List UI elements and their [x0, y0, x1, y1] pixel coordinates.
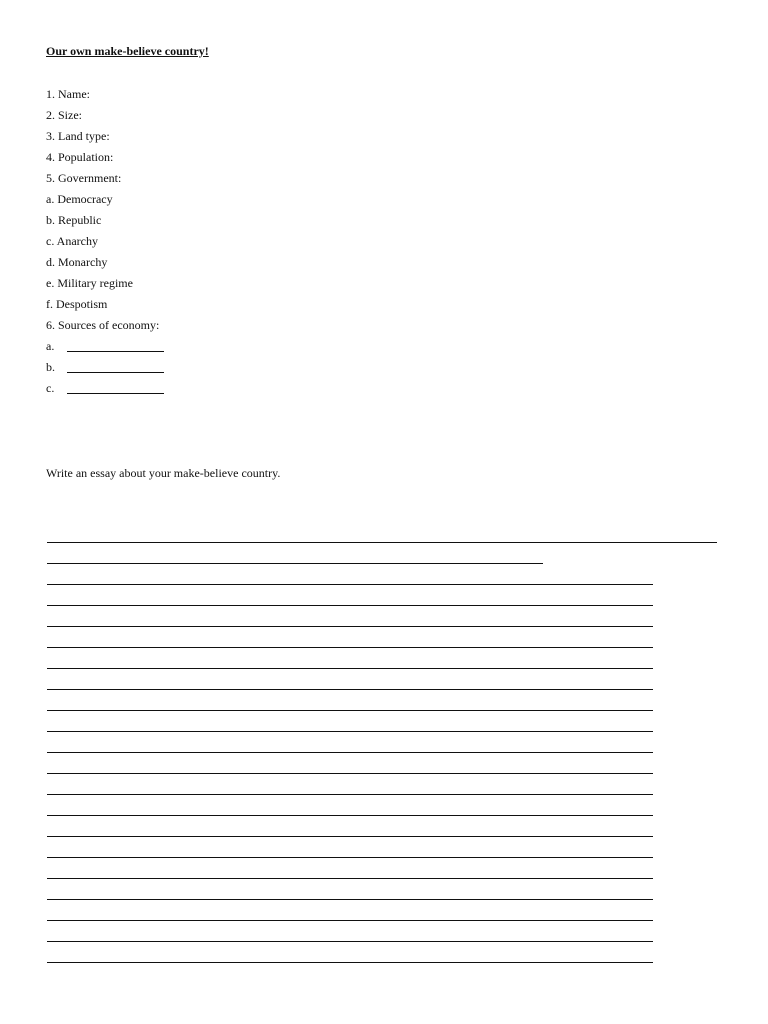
blank-letter: a.: [46, 339, 55, 353]
blank-letter: c.: [46, 381, 55, 395]
worksheet-title: Our own make-believe country!: [46, 44, 209, 58]
question-sources-of-economy: 6. Sources of economy:: [46, 318, 160, 332]
question-name: 1. Name:: [46, 87, 90, 101]
question-population: 4. Population:: [46, 150, 114, 164]
essay-writing-line: [47, 899, 653, 900]
option-anarchy: c. Anarchy: [46, 234, 98, 248]
question-land-type: 3. Land type:: [46, 129, 110, 143]
essay-writing-line: [47, 794, 653, 795]
option-republic: b. Republic: [46, 213, 102, 227]
essay-writing-line: [47, 605, 653, 606]
essay-writing-line: [47, 752, 653, 753]
blank-underline: [67, 393, 164, 394]
essay-writing-line: [47, 689, 653, 690]
essay-writing-line: [47, 731, 653, 732]
blank-underline: [67, 351, 164, 352]
option-military-regime: e. Military regime: [46, 276, 133, 290]
essay-writing-line: [47, 668, 653, 669]
essay-writing-line: [47, 710, 653, 711]
essay-writing-line: [47, 584, 653, 585]
essay-writing-line: [47, 773, 653, 774]
option-monarchy: d. Monarchy: [46, 255, 108, 269]
essay-writing-line: [47, 542, 717, 543]
question-size: 2. Size:: [46, 108, 82, 122]
essay-writing-line: [47, 836, 653, 837]
option-despotism: f. Despotism: [46, 297, 108, 311]
option-democracy: a. Democracy: [46, 192, 113, 206]
essay-writing-line: [47, 878, 653, 879]
essay-writing-line: [47, 920, 653, 921]
essay-writing-line: [47, 563, 543, 564]
essay-prompt: Write an essay about your make-believe country.: [46, 466, 281, 480]
blank-letter: b.: [46, 360, 55, 374]
essay-writing-line: [47, 626, 653, 627]
essay-writing-line: [47, 962, 653, 963]
essay-writing-line: [47, 857, 653, 858]
question-government: 5. Government:: [46, 171, 122, 185]
blank-underline: [67, 372, 164, 373]
essay-writing-line: [47, 647, 653, 648]
essay-writing-line: [47, 815, 653, 816]
essay-writing-line: [47, 941, 653, 942]
